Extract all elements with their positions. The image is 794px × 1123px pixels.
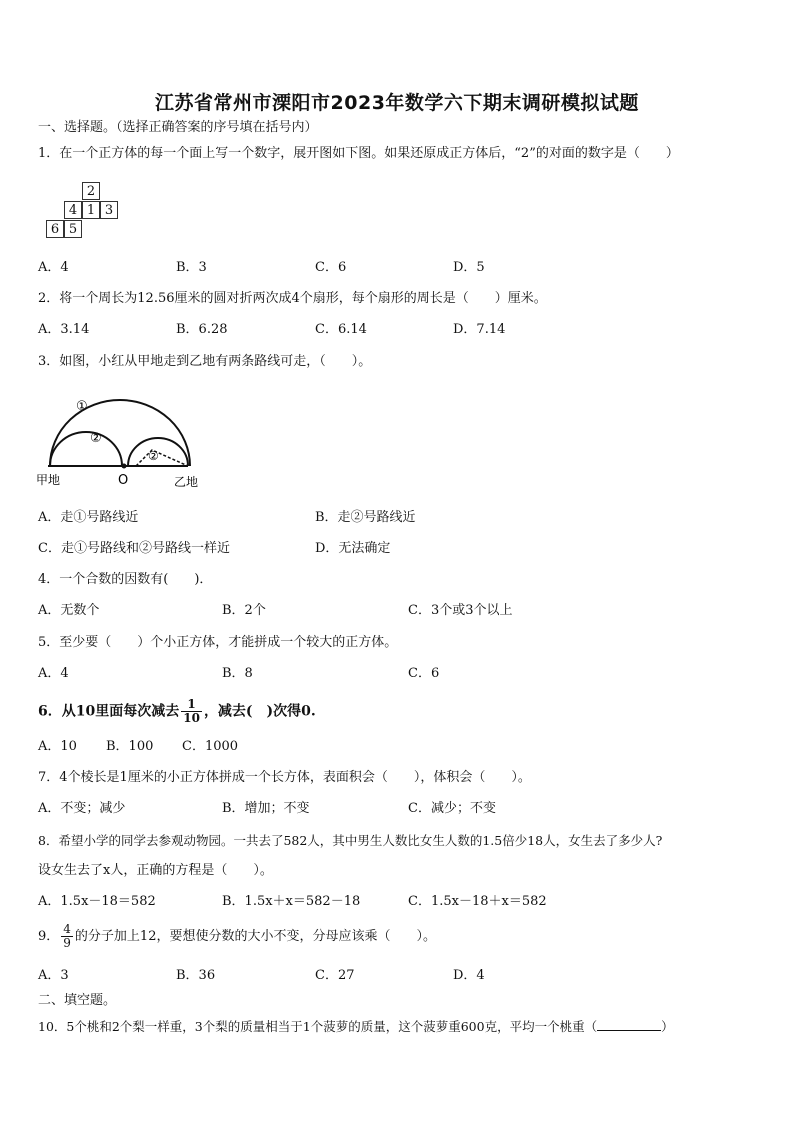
q1-option-c: C．6 <box>315 260 347 275</box>
page-title: 江苏省常州市溧阳市2023年数学六下期末调研模拟试题 <box>155 92 639 114</box>
q3-option-a: A．走①号路线近 <box>38 510 139 525</box>
q2-option-d: D．7.14 <box>453 322 506 337</box>
route-1-label: ① <box>76 399 88 414</box>
net-cell: 6 <box>46 220 64 238</box>
q9-fraction-denominator: 9 <box>63 936 71 950</box>
question-8-text: 8．希望小学的同学去参观动物园。一共去了582人，其中男生人数比女生人数的1.5倍少18人，女生去了多少人? <box>38 833 663 848</box>
q6-fraction-numerator: 1 <box>181 698 202 712</box>
q1-option-a: A．4 <box>38 260 69 275</box>
section-choice-heading: 一、选择题。（选择正确答案的序号填在括号内） <box>38 120 318 135</box>
q4-option-a: A．无数个 <box>38 603 100 618</box>
q5-option-a: A．4 <box>38 666 69 681</box>
q3-option-d: D．无法确定 <box>315 541 391 556</box>
q6-option-b: B．100 <box>106 739 154 754</box>
q5-option-b: B．8 <box>222 666 253 681</box>
route-2-label: ② <box>90 431 102 446</box>
q8-option-b: B．1.5x＋x＝582－18 <box>222 894 361 909</box>
net-cell: 5 <box>64 220 82 238</box>
center-label: O <box>118 473 129 488</box>
end-label: 乙地 <box>174 475 199 489</box>
question-5-text: 5．至少要（ ）个小正方体，才能拼成一个较大的正方体。 <box>38 635 398 650</box>
q4-option-b: B．2个 <box>222 603 266 618</box>
q6-option-c: C．1000 <box>182 739 239 754</box>
q6-fraction-denominator: 10 <box>183 711 200 725</box>
q9-option-c: C．27 <box>315 968 355 983</box>
question-3-text: 3．如图，小红从甲地走到乙地有两条路线可走，（ ）。 <box>38 354 372 369</box>
q3-option-c: C．走①号路线和②号路线一样近 <box>38 541 230 556</box>
question-10-text <box>38 1018 674 1036</box>
q8-option-a: A．1.5x－18＝582 <box>38 894 156 909</box>
start-label: 甲地 <box>36 473 61 487</box>
q3-option-b: B．走②号路线近 <box>315 510 416 525</box>
net-cell: 2 <box>82 182 100 200</box>
question-2-text: 2．将一个周长为12.56厘米的圆对折两次成4个扇形，每个扇形的周长是（ ）厘米。 <box>38 291 547 306</box>
q7-option-b: B．增加；不变 <box>222 801 310 816</box>
cube-net-figure <box>42 182 132 242</box>
q6-option-a: A．10 <box>38 739 77 754</box>
q10-text: 10．5个桃和2个梨一样重，3个梨的质量相当于1个菠萝的质量，这个菠萝重600克，平均一个桃重（ <box>38 1019 598 1034</box>
q1-option-b: B．3 <box>176 260 207 275</box>
route-2-arc-left <box>50 432 122 466</box>
answer-blank[interactable] <box>597 1018 661 1031</box>
net-cell: 4 <box>64 201 82 219</box>
q9-option-a: A．3 <box>38 968 69 983</box>
q8-option-c: C．1.5x－18＋x＝582 <box>408 894 547 909</box>
question-4-text: 4．一个合数的因数有( )． <box>38 572 213 587</box>
q9-option-b: B．36 <box>176 968 216 983</box>
q2-option-c: C．6.14 <box>315 322 367 337</box>
q6-fraction <box>181 698 202 725</box>
q6-text-post: ，减去( )次得0. <box>203 703 316 720</box>
q7-option-c: C．减少；不变 <box>408 801 496 816</box>
q9-fraction-numerator: 4 <box>63 922 71 936</box>
question-6-text <box>38 698 316 725</box>
question-8-text-line2: 设女生去了x人，正确的方程是（ ）。 <box>38 863 273 878</box>
q7-option-a: A．不变；减少 <box>38 801 126 816</box>
q6-text-pre: 6．从10里面每次减去 <box>38 703 180 720</box>
net-cell: 1 <box>82 201 100 219</box>
question-7-text: 7．4个棱长是1厘米的小正方体拼成一个长方体，表面积会（ ），体积会（ ）。 <box>38 770 531 785</box>
q9-fraction <box>61 923 73 950</box>
question-1-text: 1．在一个正方体的每一个面上写一个数字，展开图如下图。如果还原成正方体后，“2”的对面的数字是（ ） <box>38 146 679 161</box>
q2-option-b: B．6.28 <box>176 322 228 337</box>
q9-option-d: D．4 <box>453 968 485 983</box>
q5-option-c: C．6 <box>408 666 440 681</box>
q2-option-a: A．3.14 <box>38 322 90 337</box>
route-diagram <box>36 392 216 496</box>
q9-text-pre: 9． <box>38 929 60 944</box>
question-9-text <box>38 922 436 952</box>
q1-option-d: D．5 <box>453 260 485 275</box>
route-shortcut <box>136 450 188 466</box>
q4-option-c: C．3个或3个以上 <box>408 603 513 618</box>
net-cell: 3 <box>100 201 118 219</box>
center-point <box>122 464 127 469</box>
section-fill-heading: 二、填空题。 <box>38 993 117 1008</box>
q9-text-post: 的分子加上12，要想使分数的大小不变，分母应该乘（ ）。 <box>74 929 436 944</box>
route-2b-label: ② <box>148 449 159 463</box>
q10-text-end: ） <box>661 1019 674 1034</box>
